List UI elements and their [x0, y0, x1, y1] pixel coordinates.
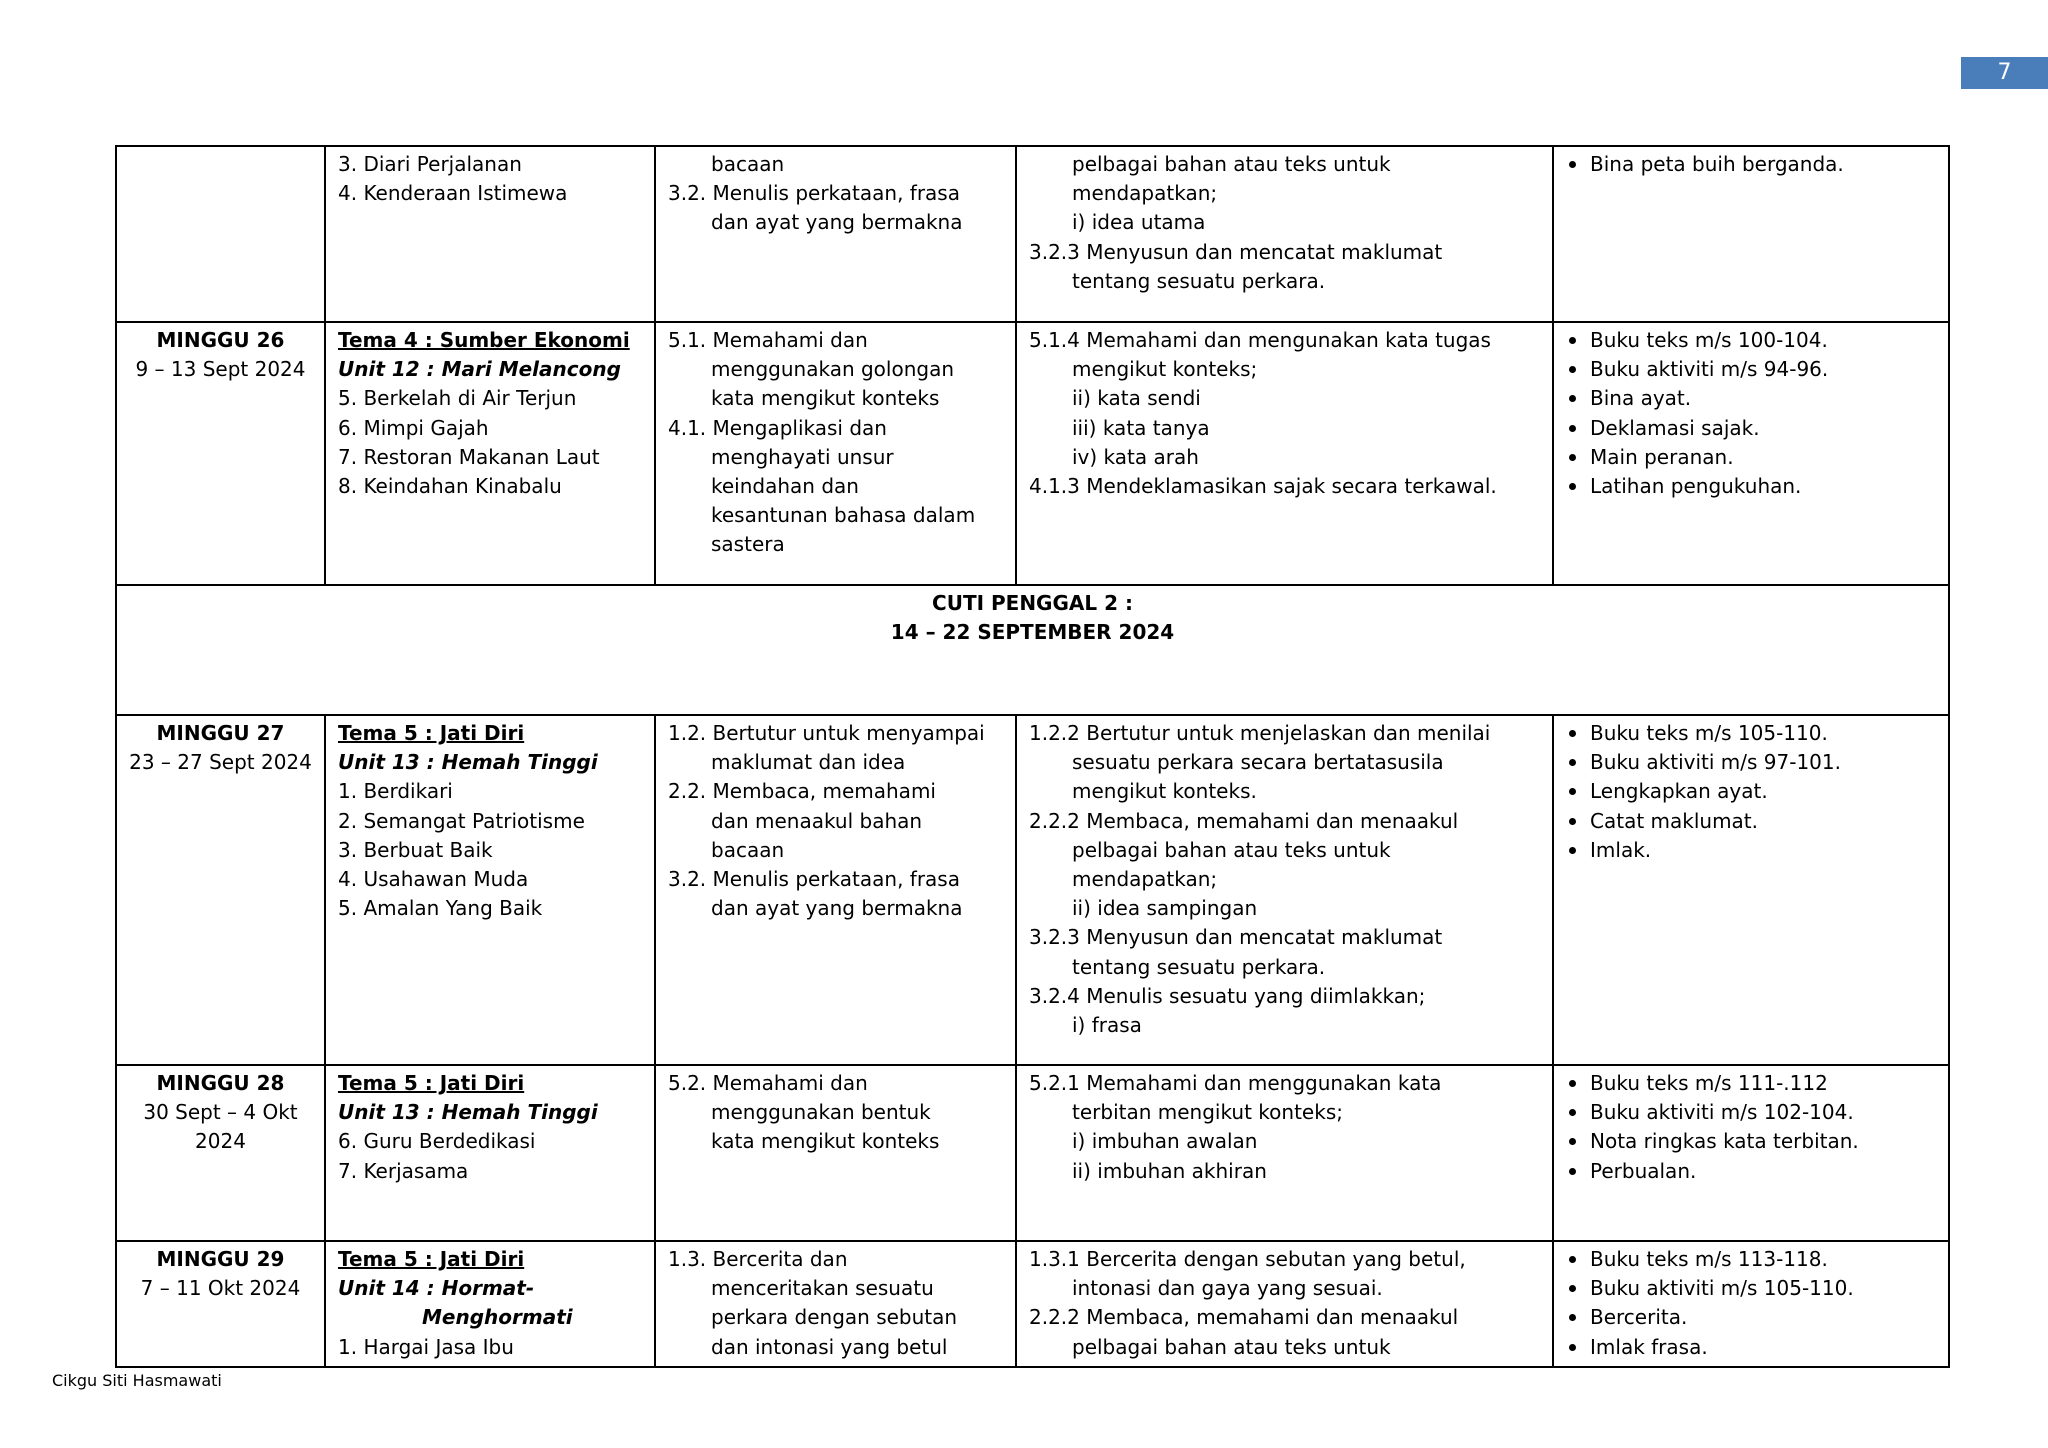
week-label: MINGGU 27 [156, 721, 285, 745]
learning-standard-line: 1.2.2 Bertutur untuk menjelaskan dan menilai [1029, 721, 1491, 745]
learning-standard-line: mendapatkan; [1072, 867, 1218, 892]
unit-title: Unit 13 : Hemah Tinggi [338, 750, 598, 775]
holiday-row [116, 585, 1949, 715]
week-dates: 2024 [195, 1129, 246, 1154]
content-standard-line: 5.2. Memahami dan [668, 1071, 868, 1095]
week-cell [116, 1065, 325, 1241]
table-row [116, 715, 1949, 1065]
content-standard-line: menggunakan bentuk [711, 1100, 931, 1125]
content-standard-line: menghayati unsur [711, 444, 894, 469]
content-standard-line: sastera [711, 532, 785, 557]
content-standard-line: menggunakan golongan [711, 357, 955, 382]
unit-title: Menghormati [422, 1305, 573, 1330]
content-standard-line: kesantunan bahasa dalam [711, 503, 976, 528]
learning-standard-cell [1016, 715, 1553, 1065]
content-standard-line: dan intonasi yang betul [711, 1334, 948, 1359]
topic-item: 6. Mimpi Gajah [338, 415, 489, 440]
activities-cell [1553, 146, 1949, 322]
learning-standard-line: 5.2.1 Memahami dan menggunakan kata [1029, 1071, 1442, 1095]
content-standard-cell [655, 1065, 1016, 1241]
activity-item: Buku aktiviti m/s 102-104. [1566, 1098, 1936, 1127]
table-row [116, 1241, 1949, 1367]
week-dates: 23 – 27 Sept 2024 [129, 750, 312, 775]
content-standard-line: bacaan [711, 152, 785, 176]
content-standard-line: dan menaakul bahan [711, 808, 923, 833]
activity-list [1566, 719, 1936, 865]
week-label: MINGGU 26 [156, 328, 285, 352]
activity-list [1566, 326, 1936, 501]
activity-item: Buku teks m/s 113-118. [1566, 1245, 1936, 1274]
content-standard-line: 3.2. Menulis perkataan, frasa [668, 867, 960, 892]
content-standard-line: 4.1. Mengaplikasi dan [668, 415, 887, 440]
week-cell [116, 1241, 325, 1367]
learning-standard-line: mengikut konteks; [1072, 357, 1258, 382]
learning-standard-line: ii) kata sendi [1072, 386, 1201, 411]
theme-title: Tema 5 : Jati Diri [338, 1071, 525, 1095]
learning-standard-line: terbitan mengikut konteks; [1072, 1100, 1343, 1125]
table-row [116, 146, 1949, 322]
learning-standard-line: 5.1.4 Memahami dan mengunakan kata tugas [1029, 328, 1491, 352]
content-standard-line: menceritakan sesuatu [711, 1276, 934, 1301]
activity-item: Lengkapkan ayat. [1566, 777, 1936, 806]
topic-item: 6. Guru Berdedikasi [338, 1129, 536, 1154]
content-standard-line: 1.2. Bertutur untuk menyampai [668, 721, 985, 745]
week-dates: 7 – 11 Okt 2024 [140, 1276, 301, 1301]
learning-standard-line: pelbagai bahan atau teks untuk [1072, 837, 1391, 862]
activity-item: Bina peta buih berganda. [1566, 150, 1936, 179]
learning-standard-line: 2.2.2 Membaca, memahami dan menaakul [1029, 1305, 1459, 1330]
activity-item: Perbualan. [1566, 1157, 1936, 1186]
learning-standard-line: 1.3.1 Bercerita dengan sebutan yang betul, [1029, 1247, 1466, 1271]
content-standard-line: 3.2. Menulis perkataan, frasa [668, 181, 960, 206]
learning-standard-line: 4.1.3 Mendeklamasikan sajak secara terkawal. [1029, 474, 1497, 499]
activities-cell [1553, 1241, 1949, 1367]
content-standard-cell [655, 1241, 1016, 1367]
activity-item: Imlak frasa. [1566, 1333, 1936, 1362]
unit-title: Unit 13 : Hemah Tinggi [338, 1100, 598, 1125]
content-standard-line: kata mengikut konteks [711, 386, 940, 411]
learning-standard-cell [1016, 146, 1553, 322]
week-label: MINGGU 29 [156, 1247, 285, 1271]
learning-standard-line: i) imbuhan awalan [1072, 1129, 1258, 1154]
topic-item: 5. Berkelah di Air Terjun [338, 386, 577, 411]
topic-item: 3. Berbuat Baik [338, 837, 493, 862]
content-standard-line: bacaan [711, 837, 785, 862]
learning-standard-line: iv) kata arah [1072, 444, 1199, 469]
holiday-banner [116, 585, 1949, 715]
topic-item: 1. Berdikari [338, 779, 453, 804]
week-dates: 30 Sept – 4 Okt [143, 1100, 298, 1125]
week-cell [116, 715, 325, 1065]
learning-standard-line: 3.2.3 Menyusun dan mencatat maklumat [1029, 925, 1443, 950]
activity-item: Catat maklumat. [1566, 807, 1936, 836]
learning-standard-line: pelbagai bahan atau teks untuk [1072, 152, 1391, 176]
theme-cell [325, 1065, 655, 1241]
topic-item: 8. Keindahan Kinabalu [338, 474, 562, 499]
activity-item: Buku aktiviti m/s 105-110. [1566, 1274, 1936, 1303]
topic-item: 4. Kenderaan Istimewa [338, 181, 568, 206]
lesson-plan-table [115, 145, 1950, 1368]
learning-standard-line: pelbagai bahan atau teks untuk [1072, 1334, 1391, 1359]
theme-title: Tema 4 : Sumber Ekonomi [338, 328, 630, 352]
activity-list [1566, 150, 1936, 179]
content-standard-line: dan ayat yang bermakna [711, 896, 963, 921]
topic-item: 7. Kerjasama [338, 1158, 469, 1183]
learning-standard-line: 3.2.4 Menulis sesuatu yang diimlakkan; [1029, 983, 1426, 1008]
week-cell [116, 146, 325, 322]
learning-standard-line: tentang sesuatu perkara. [1072, 268, 1326, 293]
activity-item: Buku aktiviti m/s 94-96. [1566, 355, 1936, 384]
content-standard-line: 5.1. Memahami dan [668, 328, 868, 352]
learning-standard-line: tentang sesuatu perkara. [1072, 954, 1326, 979]
week-cell [116, 322, 325, 585]
learning-standard-line: 2.2.2 Membaca, memahami dan menaakul [1029, 808, 1459, 833]
week-dates: 9 – 13 Sept 2024 [135, 357, 306, 382]
activities-cell [1553, 322, 1949, 585]
table-row [116, 322, 1949, 585]
learning-standard-line: iii) kata tanya [1072, 415, 1210, 440]
content-standard-line: 2.2. Membaca, memahami [668, 779, 936, 804]
theme-cell [325, 1241, 655, 1367]
activities-cell [1553, 1065, 1949, 1241]
theme-cell [325, 715, 655, 1065]
activity-item: Nota ringkas kata terbitan. [1566, 1127, 1936, 1156]
topic-item: 4. Usahawan Muda [338, 867, 529, 892]
learning-standard-line: sesuatu perkara secara bertatasusila [1072, 750, 1444, 775]
table-row [116, 1065, 1949, 1241]
activity-item: Buku teks m/s 105-110. [1566, 719, 1936, 748]
learning-standard-line: ii) idea sampingan [1072, 896, 1258, 921]
activity-item: Imlak. [1566, 836, 1936, 865]
activity-item: Buku aktiviti m/s 97-101. [1566, 748, 1936, 777]
content-standard-line: keindahan dan [711, 474, 859, 499]
learning-standard-line: intonasi dan gaya yang sesuai. [1072, 1276, 1383, 1301]
activity-item: Bina ayat. [1566, 384, 1936, 413]
topic-item: 7. Restoran Makanan Laut [338, 444, 600, 469]
content-standard-cell [655, 322, 1016, 585]
theme-title: Tema 5 : Jati Diri [338, 1247, 525, 1271]
learning-standard-cell [1016, 1241, 1553, 1367]
topic-item: 2. Semangat Patriotisme [338, 808, 585, 833]
theme-cell [325, 146, 655, 322]
activity-item: Buku teks m/s 111-.112 [1566, 1069, 1936, 1098]
theme-cell [325, 322, 655, 585]
learning-standard-cell [1016, 322, 1553, 585]
unit-title: Unit 12 : Mari Melancong [338, 357, 621, 382]
activities-cell [1553, 715, 1949, 1065]
learning-standard-cell [1016, 1065, 1553, 1241]
holiday-title: CUTI PENGGAL 2 : [932, 591, 1133, 615]
learning-standard-line: mendapatkan; [1072, 181, 1218, 206]
topic-item: 5. Amalan Yang Baik [338, 896, 543, 921]
learning-standard-line: 3.2.3 Menyusun dan mencatat maklumat [1029, 239, 1443, 264]
activity-item: Bercerita. [1566, 1303, 1936, 1332]
footer-author: Cikgu Siti Hasmawati [52, 1371, 222, 1390]
unit-title: Unit 14 : Hormat- [338, 1276, 535, 1301]
activity-item: Buku teks m/s 100-104. [1566, 326, 1936, 355]
content-standard-line: 1.3. Bercerita dan [668, 1247, 848, 1271]
topic-item: 1. Hargai Jasa Ibu [338, 1334, 514, 1359]
content-standard-line: perkara dengan sebutan [711, 1305, 958, 1330]
content-standard-cell [655, 146, 1016, 322]
learning-standard-line: ii) imbuhan akhiran [1072, 1158, 1267, 1183]
learning-standard-line: mengikut konteks. [1072, 779, 1257, 804]
theme-title: Tema 5 : Jati Diri [338, 721, 525, 745]
week-label: MINGGU 28 [156, 1071, 285, 1095]
topic-item: 3. Diari Perjalanan [338, 152, 522, 176]
activity-item: Main peranan. [1566, 443, 1936, 472]
content-standard-cell [655, 715, 1016, 1065]
content-standard-line: kata mengikut konteks [711, 1129, 940, 1154]
activity-item: Latihan pengukuhan. [1566, 472, 1936, 501]
activity-list [1566, 1245, 1936, 1362]
activity-list [1566, 1069, 1936, 1186]
page-number: 7 [1961, 57, 2048, 89]
learning-standard-line: i) idea utama [1072, 210, 1206, 235]
content-standard-line: maklumat dan idea [711, 750, 906, 775]
activity-item: Deklamasi sajak. [1566, 414, 1936, 443]
holiday-dates: 14 – 22 SEPTEMBER 2024 [890, 620, 1175, 645]
learning-standard-line: i) frasa [1072, 1013, 1142, 1038]
content-standard-line: dan ayat yang bermakna [711, 210, 963, 235]
